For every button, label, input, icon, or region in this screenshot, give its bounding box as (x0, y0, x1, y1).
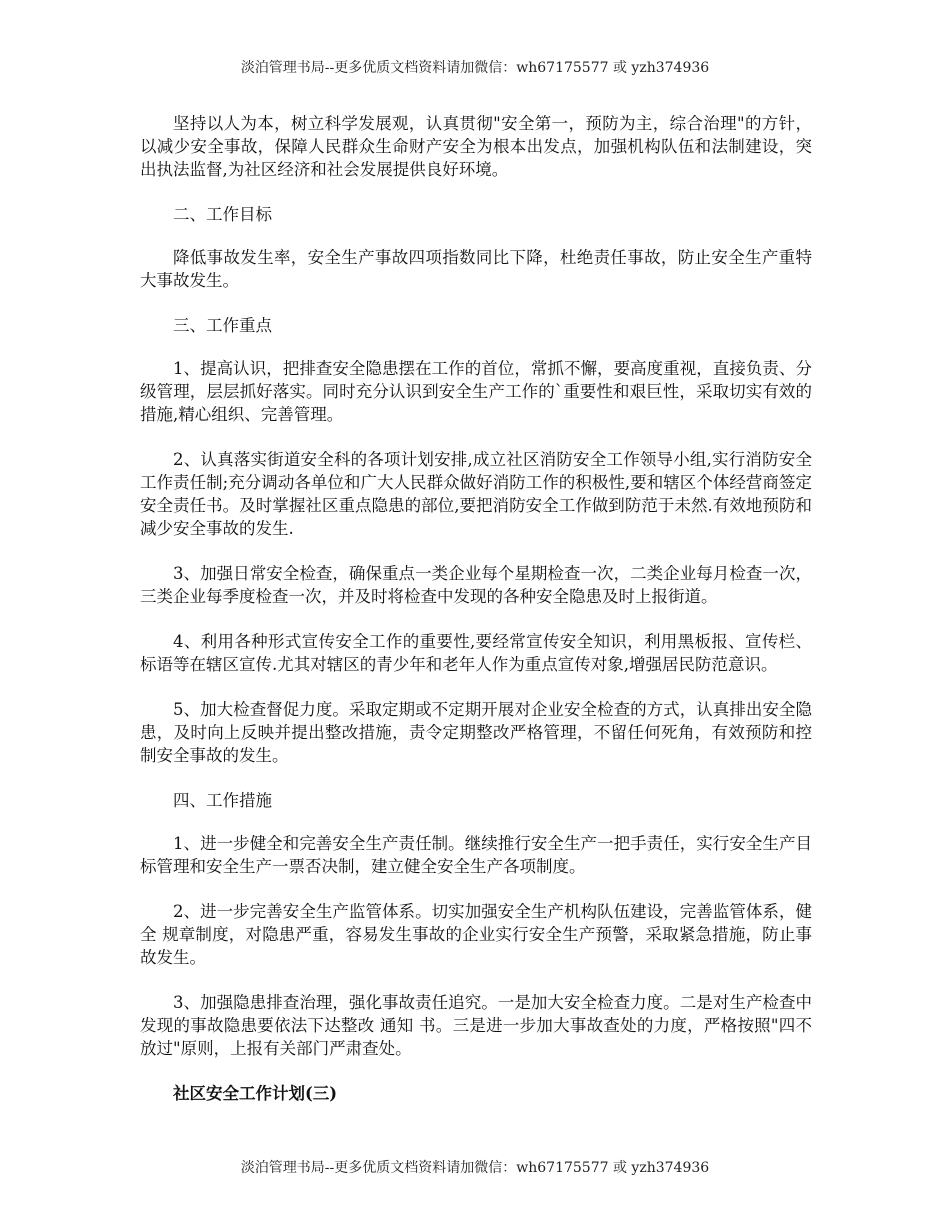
next-section-title: 社区安全工作计划(三) (173, 1084, 338, 1103)
focus-item-3: 3、加强日常安全检查，确保重点一类企业每个星期检查一次，二类企业每月检查一次，三类企业每季度检查一次，并及时将检查中发现的各种安全隐患及时上报街道。 (140, 564, 812, 606)
document-body (140, 112, 812, 1125)
page-footer: 淡泊管理书局--更多优质文档资料请加微信：wh67175577 或 yzh374936 (240, 1160, 710, 1176)
section-title-focus: 三、工作重点 (173, 316, 272, 335)
measures-item-3: 3、加强隐患排查治理，强化事故责任追究。一是加大安全检查力度。二是对生产检查中发现的事故隐患要依法下达整改 通知 书。三是进一步加大事故查处的力度，严格按照"四不放过"原则，上报有关部门严肃查处。 (140, 993, 812, 1058)
section-title-measures: 四、工作措施 (173, 791, 272, 810)
focus-item-5: 5、加大检查督促力度。采取定期或不定期开展对企业安全检查的方式，认真排出安全隐患，及时向上反映并提出整改措施，责令定期整改严格管理，不留任何死角，有效预防和控制安全事故的发生。 (140, 700, 812, 765)
section-title-goals: 二、工作目标 (173, 205, 272, 224)
focus-item-2: 2、认真落实街道安全科的各项计划安排,成立社区消防安全工作领导小组,实行消防安全工作责任制;充分调动各单位和广大人民群众做好消防工作的积极性,要和辖区个体经营商签定安全责任书。及时掌握社区重点隐患的部位,要把消防安全工作做到防范于未然.有效地预防和减少安全事故的发生. (140, 450, 812, 538)
intro-paragraph: 坚持以人为本，树立科学发展观，认真贯彻"安全第一，预防为主，综合治理"的方针，以减少安全事故，保障人民群众生命财产安全为根本出发点，加强机构队伍和法制建设，突出执法监督,为社区经济和社会发展提供良好环境。 (140, 114, 812, 179)
measures-item-2: 2、进一步完善安全生产监管体系。切实加强安全生产机构队伍建设，完善监管体系，健全 规章制度，对隐患严重，容易发生事故的企业实行安全生产预警，采取紧急措施，防止事故发生。 (140, 902, 812, 967)
focus-item-1: 1、提高认识，把排查安全隐患摆在工作的首位，常抓不懈，要高度重视，直接负责、分级管理，层层抓好落实。同时充分认识到安全生产工作的`重要性和艰巨性，采取切实有效的措施,精心组织、完善管理。 (140, 359, 812, 424)
focus-item-4: 4、利用各种形式宣传安全工作的重要性,要经常宣传安全知识，利用黑板报、宣传栏、标语等在辖区宣传.尤其对辖区的青少年和老年人作为重点宣传对象,增强居民防范意识。 (140, 632, 812, 674)
measures-item-1: 1、进一步健全和完善安全生产责任制。继续推行安全生产一把手责任，实行安全生产目标管理和安全生产一票否决制，建立健全安全生产各项制度。 (140, 834, 812, 876)
page-header: 淡泊管理书局--更多优质文档资料请加微信：wh67175577 或 yzh374936 (240, 60, 710, 76)
goals-paragraph: 降低事故发生率，安全生产事故四项指数同比下降，杜绝责任事故，防止安全生产重特大事故发生。 (140, 248, 812, 290)
